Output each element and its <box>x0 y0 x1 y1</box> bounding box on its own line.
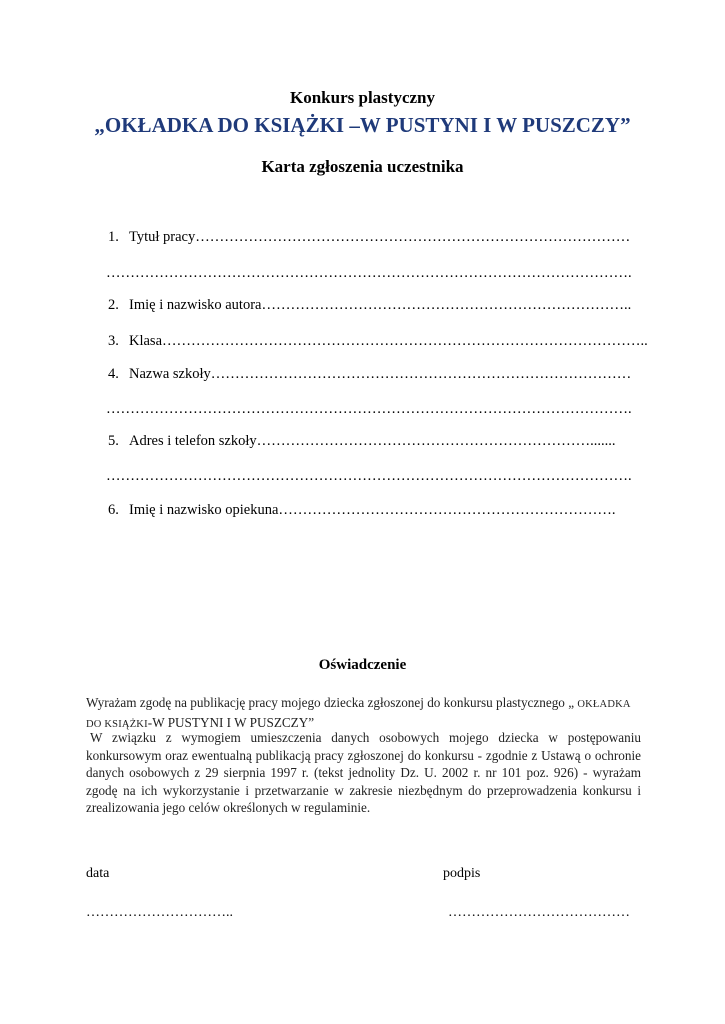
field-label-school-address: Adres i telefon szkoły……………………………………………………………....... <box>129 433 616 449</box>
date-line[interactable]: ………………………….. <box>86 905 233 920</box>
field-continuation-line[interactable]: ………………………………………………………………………………………………. <box>106 468 632 484</box>
field-number: 3. <box>108 333 119 349</box>
field-number: 4. <box>108 366 119 382</box>
field-label-guardian: Imię i nazwisko opiekuna……………………………………………………………. <box>129 502 616 518</box>
field-label-school-name: Nazwa szkoły…………………………………………………………………………… <box>129 366 632 382</box>
date-label: data <box>86 866 110 881</box>
form-title: Karta zgłoszenia uczestnika <box>261 157 464 176</box>
declaration-title: Oświadczenie <box>318 657 407 673</box>
field-number: 2. <box>108 297 119 313</box>
field-number: 1. <box>108 229 119 245</box>
field-continuation-line[interactable]: ………………………………………………………………………………………………. <box>106 265 632 281</box>
contest-name: Konkurs plastyczny <box>290 88 435 107</box>
field-label-author: Imię i nazwisko autora………………………………………………………………….. <box>129 297 632 313</box>
field-continuation-line[interactable]: ………………………………………………………………………………………………. <box>106 401 632 417</box>
field-number: 6. <box>108 502 119 518</box>
declaration-consent-paragraph: Wyrażam zgodę na publikację pracy mojego dziecka zgłoszonej do konkursu plastycznego „ OKŁADKA DO KSIĄŻKI-W PUSTYNI I W PUSZCZY” <box>86 695 631 730</box>
signature-line[interactable]: ………………………………… <box>448 905 630 920</box>
contest-title: „OKŁADKA DO KSIĄŻKI –W PUSTYNI I W PUSZCZY” <box>94 113 631 137</box>
declaration-data-paragraph: W związku z wymogiem umieszczenia danych osobowych mojego dziecka w postępowaniu konkursowym oraz ewentualną publikacją pracy zgłoszonej do konkursu - zgodnie z Ustawą o ochronie danych osobowych z 29 sierpnia 1997 r. (tekst jednolity Dz. U. 2002 r. nr 101 poz. 926) - wyrażam zgodę na ich wykorzystanie i przetwarzanie w zakresie niezbędnym do przeprowadzenia konkursu i zrealizowania jego celów określonych w regulaminie. <box>86 730 641 815</box>
field-label-title: Tytuł pracy……………………………………………………………………………… <box>129 229 631 245</box>
field-number: 5. <box>108 433 119 449</box>
signature-label: podpis <box>443 866 481 881</box>
field-label-class: Klasa……………………………………………………………………………………….. <box>129 333 648 349</box>
